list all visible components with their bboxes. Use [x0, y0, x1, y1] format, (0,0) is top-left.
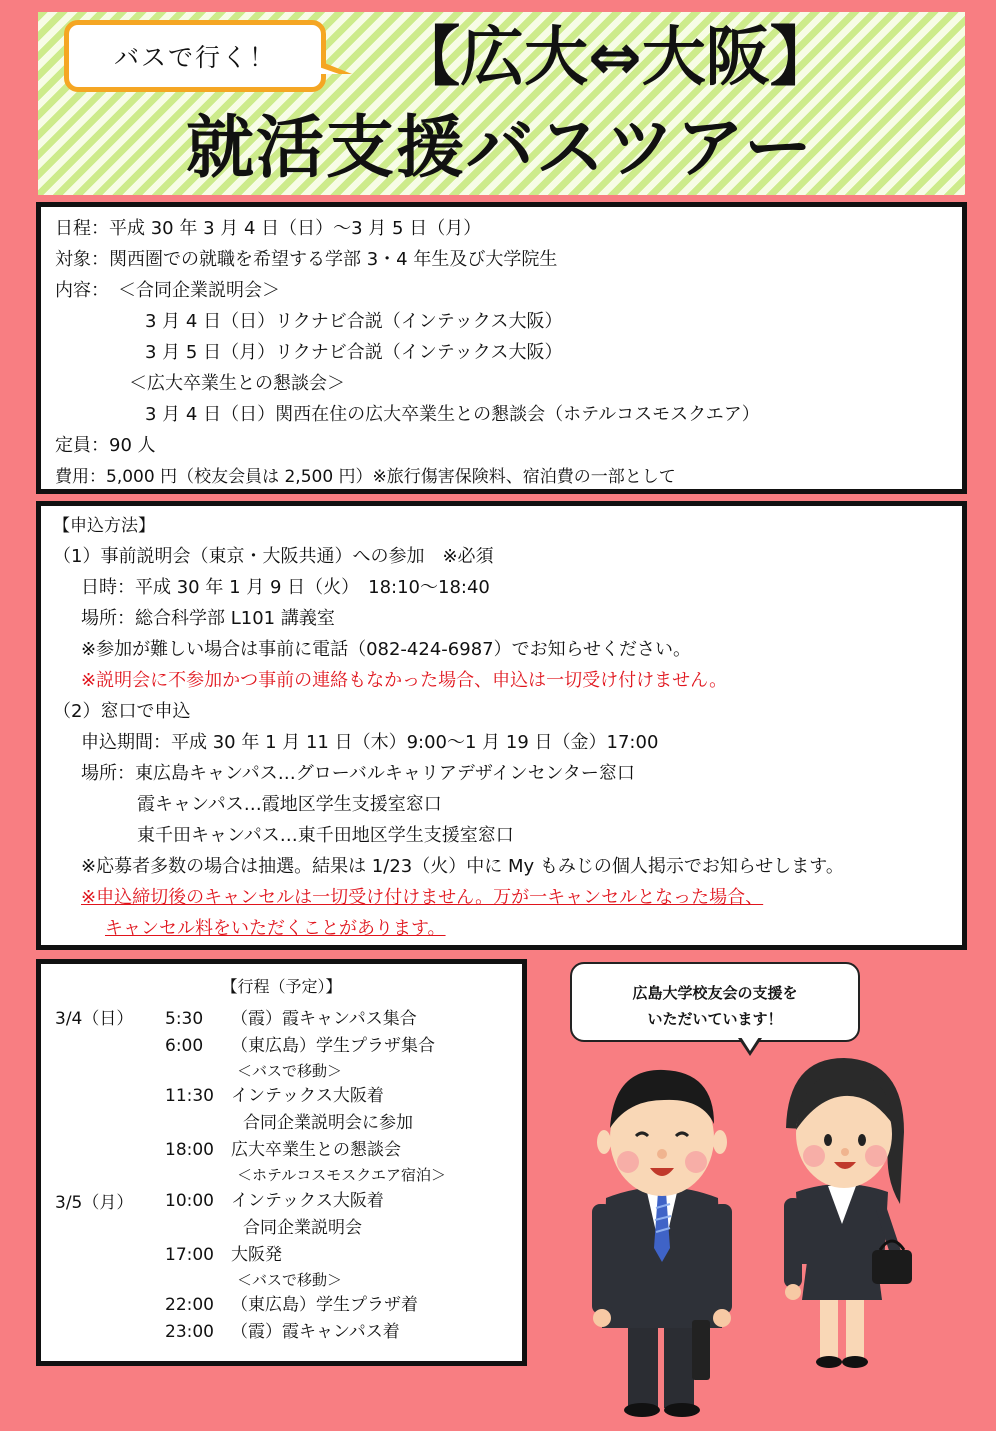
cancel-warning: キャンセル料をいただくことがあります。 — [105, 918, 446, 939]
overview-box — [36, 202, 967, 494]
bubble-text: バスで行く！ — [113, 43, 276, 72]
schedule-time: 5:30 — [165, 1009, 204, 1029]
application-warning: ※説明会に不参加かつ事前の連絡もなかった場合、申込は一切受け付けません。 — [81, 670, 728, 691]
overview-line: 対象：関西圏での就職を希望する学部 3・4 年生及び大学院生 — [55, 249, 558, 270]
overview-line: 3 月 5 日（月）リクナビ合説（インテックス大阪） — [145, 342, 563, 363]
schedule-time: 17:00 — [165, 1245, 214, 1265]
schedule-time: 6:00 — [165, 1036, 204, 1056]
application-line: ※応募者多数の場合は抽選。結果は 1/23（火）中に My もみじの個人掲示でお知らせします。 — [81, 856, 844, 877]
speech-tail-inner — [741, 1037, 759, 1051]
application-box — [36, 501, 967, 950]
schedule-time: 11:30 — [165, 1086, 214, 1106]
title-route: 【広大⇔大阪】 — [396, 21, 834, 95]
schedule-item: （東広島）学生プラザ集合 — [231, 1036, 435, 1056]
application-line: ※参加が難しい場合は事前に電話（082-424-6987）でお知らせください。 — [81, 639, 692, 660]
application-line: 申込期間：平成 30 年 1 月 11 日（木）9:00～1 月 19 日（金）17:00 — [81, 732, 659, 753]
schedule-note: ＜バスで移動＞ — [237, 1271, 343, 1289]
speech-line: いただいています！ — [647, 1010, 783, 1028]
schedule-time: 23:00 — [165, 1322, 214, 1342]
application-line: （2）窓口で申込 — [53, 701, 191, 722]
schedule-note: 合同企業説明会 — [243, 1218, 362, 1238]
cancel-warning: ※申込締切後のキャンセルは一切受け付けません。万が一キャンセルとなった場合、 — [81, 887, 764, 908]
overview-line: 日程：平成 30 年 3 月 4 日（日）～3 月 5 日（月） — [55, 218, 482, 239]
schedule-item: インテックス大阪着 — [231, 1191, 384, 1211]
female-student-illustration — [772, 1054, 922, 1374]
application-line: 場所：総合科学部 L101 講義室 — [81, 608, 335, 629]
overview-line: 定員：90 人 — [55, 435, 156, 456]
schedule-item: インテックス大阪着 — [231, 1086, 384, 1106]
page-title: 就活支援バスツアー — [186, 109, 814, 188]
speech-line: 広島大学校友会の支援を — [632, 984, 798, 1002]
schedule-item: （霞）霞キャンパス集合 — [231, 1009, 417, 1029]
overview-line: ＜広大卒業生との懇談会＞ — [129, 373, 345, 394]
itinerary-box — [36, 959, 527, 1366]
schedule-note: ＜ホテルコスモスクエア宿泊＞ — [237, 1166, 446, 1184]
schedule-item: （霞）霞キャンパス着 — [231, 1322, 400, 1342]
schedule-time: 18:00 — [165, 1140, 214, 1160]
application-line: 場所：東広島キャンパス…グローバルキャリアデザインセンター窓口 — [81, 763, 635, 784]
overview-line: 内容： ＜合同企業説明会＞ — [55, 280, 280, 301]
bus-speech-bubble — [64, 20, 326, 92]
schedule-item: （東広島）学生プラザ着 — [231, 1295, 418, 1315]
schedule-item: 大阪発 — [231, 1245, 282, 1265]
bubble-tail-inner — [319, 67, 339, 74]
schedule-item: 広大卒業生との懇談会 — [231, 1140, 401, 1160]
application-heading: 【申込方法】 — [53, 516, 155, 536]
application-line: 霞キャンパス…霞地区学生支援室窓口 — [137, 794, 442, 815]
overview-line: 3 月 4 日（日）リクナビ合説（インテックス大阪） — [145, 311, 563, 332]
schedule-time: 22:00 — [165, 1295, 214, 1315]
application-line: 東千田キャンパス…東千田地区学生支援室窓口 — [137, 825, 514, 846]
application-line: （1）事前説明会（東京・大阪共通）への参加 ※必須 — [53, 546, 494, 567]
overview-line: 費用：5,000 円（校友会員は 2,500 円）※旅行傷害保険料、宿泊費の一部として — [55, 467, 676, 487]
itinerary-heading: 【行程（予定）】 — [221, 977, 342, 996]
schedule-note: 合同企業説明会に参加 — [243, 1113, 413, 1133]
male-student-illustration — [584, 1058, 744, 1418]
schedule-time: 10:00 — [165, 1191, 214, 1211]
day-label: 3/4（日） — [55, 1009, 134, 1029]
day-label: 3/5（月） — [55, 1193, 134, 1213]
schedule-note: ＜バスで移動＞ — [237, 1062, 343, 1080]
support-speech-bubble — [570, 962, 860, 1042]
application-line: 日時：平成 30 年 1 月 9 日（火） 18:10～18:40 — [81, 577, 490, 598]
overview-line: 3 月 4 日（日）関西在住の広大卒業生との懇談会（ホテルコスモスクエア） — [145, 404, 760, 425]
